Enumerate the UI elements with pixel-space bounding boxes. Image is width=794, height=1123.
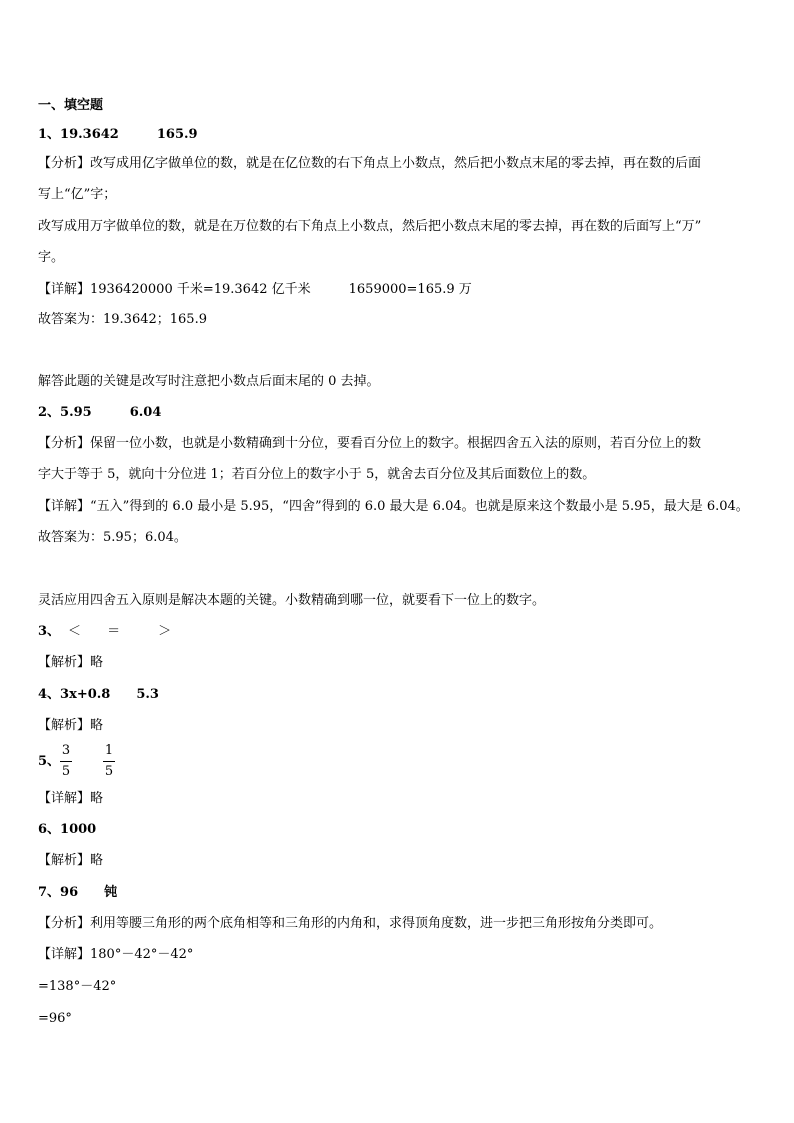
q1-head: 1、19.3642: [38, 127, 119, 142]
q7-step-1: =138°－42°: [38, 979, 117, 994]
q5-detail: 【详解】略: [38, 791, 104, 806]
q6-answer-line: 6、1000: [38, 822, 97, 837]
q4-analysis: 【解析】略: [38, 718, 104, 733]
q1-answer-2: 165.9: [156, 127, 198, 142]
q3-head: 3、: [38, 624, 61, 639]
q5-fraction-1: [60, 743, 72, 780]
q2-answer-2: 6.04: [129, 405, 162, 420]
q2-analysis-line-2: 字大于等于 5，就向十分位进 1；若百分位上的数字小于 5，就舍去百分位及其后面数位上的数。: [38, 467, 596, 482]
q2-answer-summary: 故答案为：5.95；6.04。: [38, 530, 187, 545]
q1-detail-b: 1659000=165.9 万: [348, 282, 472, 297]
q2-note: 灵活应用四舍五入原则是解决本题的关键。小数精确到哪一位，就要看下一位上的数字。: [38, 593, 546, 608]
q1-analysis-line-3: 改写成用万字做单位的数，就是在万位数的右下角点上小数点，然后把小数点末尾的零去掉，再在数的后面写上“万”: [38, 219, 702, 234]
q4-answer-2: 5.3: [136, 687, 159, 702]
q5-fraction-2: [103, 743, 115, 780]
q7-answer-line: [38, 884, 758, 902]
q1-answer-summary: 故答案为：19.3642；165.9: [38, 312, 207, 327]
q5-fraction-1-denominator: 5: [61, 764, 71, 779]
q2-detail-line: 【详解】“五入”得到的 6.0 最小是 5.95，“四舍”得到的 6.0 最大是 6.04。也就是原来这个数最小是 5.95，最大是 6.04。: [38, 499, 749, 514]
fraction-bar: [103, 761, 115, 762]
q1-answer-line: [38, 126, 758, 144]
q2-answer-line: [38, 404, 758, 422]
fraction-bar: [60, 761, 72, 762]
q7-answer-2: 钝: [104, 885, 118, 900]
q1-note: 解答此题的关键是改写时注意把小数点后面末尾的 0 去掉。: [38, 374, 380, 389]
q3-symbol-1: ＜: [68, 624, 82, 639]
q6-analysis: 【解析】略: [38, 853, 104, 868]
q3-symbol-3: ＞: [158, 624, 172, 639]
q1-analysis-line-4: 字。: [38, 250, 65, 265]
q5-fraction-1-numerator: 3: [61, 743, 71, 758]
q7-analysis: 【分析】利用等腰三角形的两个底角相等和三角形的内角和，求得顶角度数，进一步把三角形按角分类即可。: [38, 916, 663, 931]
q2-head: 2、5.95: [38, 405, 92, 420]
q7-step-2: =96°: [38, 1011, 72, 1026]
q2-analysis-line-1: 【分析】保留一位小数，也就是小数精确到十分位，要看百分位上的数字。根据四舍五入法的原则，若百分位上的数: [38, 436, 702, 451]
q7-detail: 【详解】180°－42°－42°: [38, 947, 194, 962]
q4-answer-line: [38, 686, 758, 704]
q1-detail-line: [38, 281, 758, 299]
q4-head: 4、3x+0.8: [38, 687, 111, 702]
q3-analysis: 【解析】略: [38, 655, 104, 670]
q1-detail-a: 【详解】1936420000 千米=19.3642 亿千米: [38, 282, 311, 297]
q1-analysis-line-1: 【分析】改写成用亿字做单位的数，就是在亿位数的右下角点上小数点，然后把小数点末尾的零去掉，再在数的后面: [38, 156, 702, 171]
section-title: 一、填空题: [38, 98, 104, 113]
q1-analysis-line-2: 写上“亿”字；: [38, 187, 117, 202]
q5-head: 5、: [38, 754, 61, 769]
q5-fraction-2-denominator: 5: [104, 764, 114, 779]
q3-answer-line: [38, 623, 758, 641]
q7-head: 7、96: [38, 885, 79, 900]
q5-fraction-2-numerator: 1: [104, 743, 114, 758]
q3-symbol-2: ＝: [107, 624, 121, 639]
